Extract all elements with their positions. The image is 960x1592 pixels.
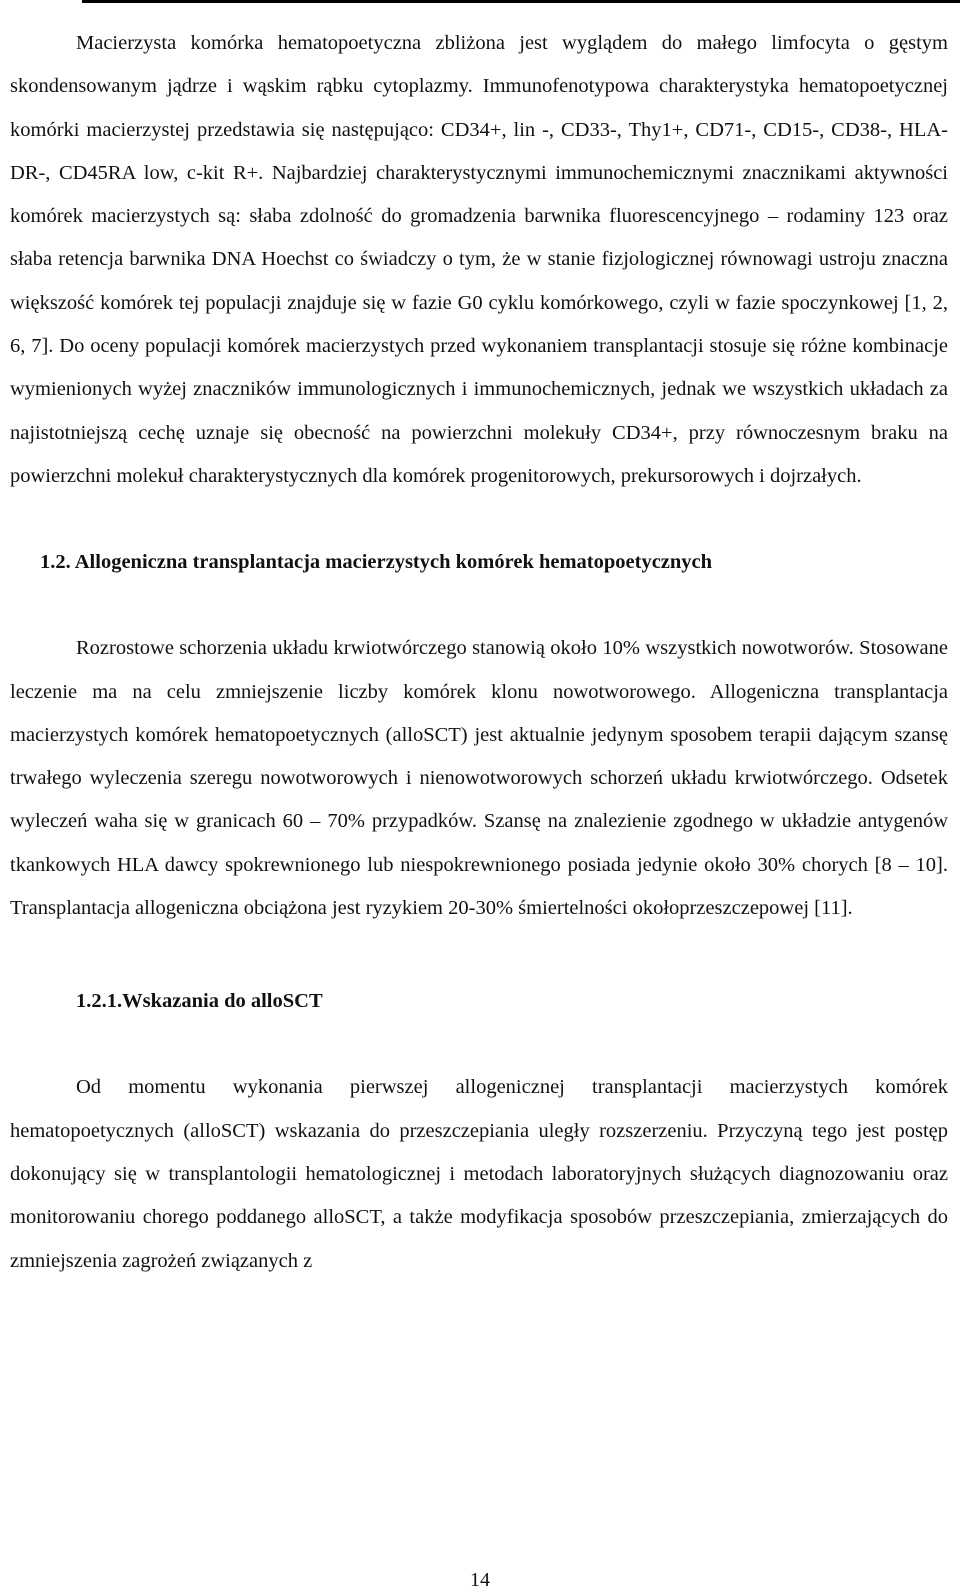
page-number: 14: [470, 1569, 490, 1591]
document-page: [10, 22, 948, 1283]
paragraph-stem-cell-description: Macierzysta komórka hematopoetyczna zbliżona jest wyglądem do małego limfocyta o gęstym skondensowanym jądrze i wąskim rąbku cytoplazmy. Immunofenotypowa charakterystyka hematopoetycznej komórki macierzystej przedstawia się następująco: CD34+, lin -, CD33-, Thy1+, CD71-, CD15-, CD38-, HLA-DR-, CD45RA low, c-kit R+. Najbardziej charakterystycznymi immunochemicznymi znacznikami aktywności komórek macierzystych są: słaba zdolność do gromadzenia barwnika fluorescencyjnego – rodaminy 123 oraz słaba retencja barwnika DNA Hoechst co świadczy o tym, że w stanie fizjologicznej równowagi ustroju znaczna większość komórek tej populacji znajduje się w fazie G0 cyklu komórkowego, czyli w fazie spoczynkowej [1, 2, 6, 7]. Do oceny populacji komórek macierzystych przed wykonaniem transplantacji stosuje się różne kombinacje wymienionych wyżej znaczników immunologicznych i immunochemicznych, jednak we wszystkich układach za najistotniejszą cechę uznaje się obecność na powierzchni molekuły CD34+, przy równoczesnym braku na powierzchni molekuł charakterystycznych dla komórek progenitorowych, prekursorowych i dojrzałych.: [10, 32, 948, 487]
paragraph-indications: Od momentu wykonania pierwszej allogenicznej transplantacji macierzystych komórek hematopoetycznych (alloSCT) wskazania do przeszczepiania uległy rozszerzeniu. Przyczyną tego jest postęp dokonujący się w transplantologii hematologicznej i metodach laboratoryjnych służących diagnozowaniu oraz monitorowaniu chorego poddanego alloSCT, a także modyfikacja sposobów przeszczepiania, zmierzających do zmniejszenia zagrożeń związanych z: [10, 1076, 948, 1272]
paragraph-allogeneic-transplantation: Rozrostowe schorzenia układu krwiotwórczego stanowią około 10% wszystkich nowotworów. Stosowane leczenie ma na celu zmniejszenie liczby komórek klonu nowotworowego. Allogeniczna transplantacja macierzystych komórek hematopoetycznych (alloSCT) jest aktualnie jedynym sposobem terapii dającym szansę trwałego wyleczenia szeregu nowotworowych i nienowotworowych schorzeń układu krwiotwórczego. Odsetek wyleczeń waha się w granicach 60 – 70% przypadków. Szansę na znalezienie zgodnego w układzie antygenów tkankowych HLA dawcy spokrewnionego lub niespokrewnionego posiada jedynie około 30% chorych [8 – 10]. Transplantacja allogeniczna obciążona jest ryzykiem 20-30% śmiertelności okołoprzeszczepowej [11].: [10, 637, 948, 920]
top-border-line: [82, 0, 960, 3]
section-heading-1-2: 1.2. Allogeniczna transplantacja macierzystych komórek hematopoetycznych: [40, 551, 713, 574]
section-heading-1-2-1: 1.2.1.Wskazania do alloSCT: [76, 990, 323, 1013]
